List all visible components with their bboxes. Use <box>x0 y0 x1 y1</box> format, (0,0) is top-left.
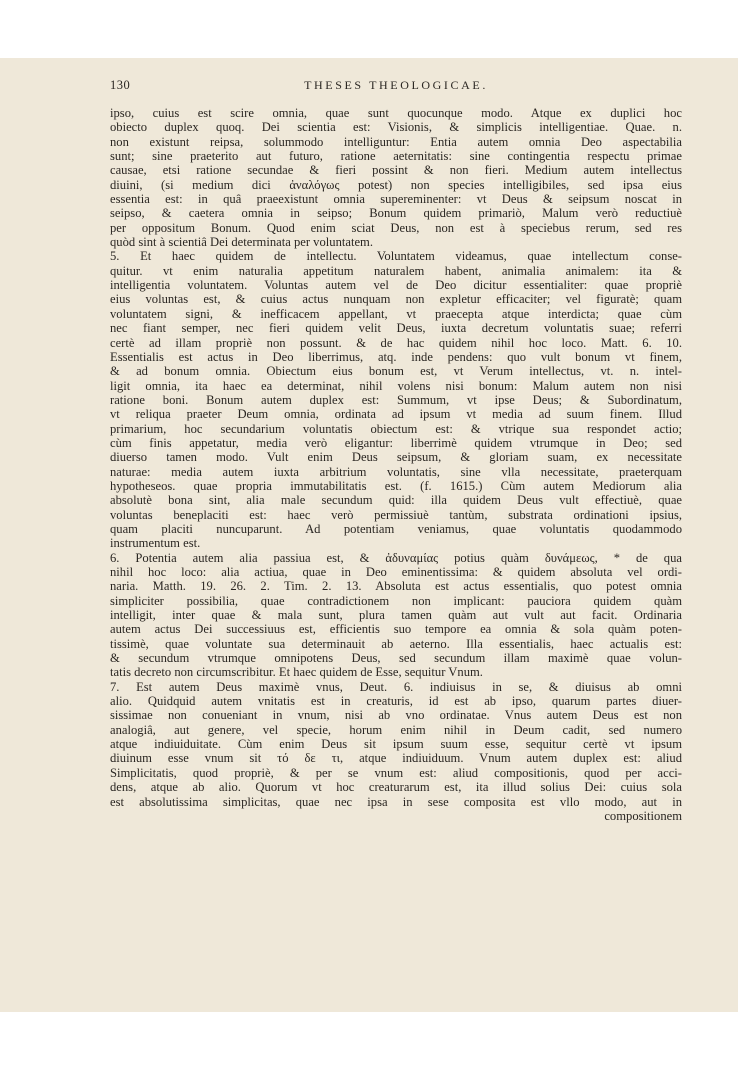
text-line: naturae: media autem iuxta arbitrium voluntatis, sine vlla necessitate, praeterquam <box>110 464 682 479</box>
text-line: dens, atque ab alio. Quorum vt hoc creaturarum est, ita illud solius Dei: cuius sola <box>110 780 682 795</box>
text-line: diuerso tamen modo. Vult enim Deus seipsum, & gloriam suam, ex necessitate <box>110 450 682 465</box>
text-line: sissimae non conueniant in vnum, nisi ab vno ordinatae. Vnus autem Deus est non <box>110 708 682 723</box>
text-line: diuinum esse vnum sit τό δε τι, atque indiuiduum. Vnum autem duplex est: aliud <box>110 751 682 766</box>
page-number: 130 <box>110 78 131 92</box>
running-title: THESES THEOLOGICAE. <box>304 78 488 92</box>
text-line: absolutè bona sint, alia male secundum quid: illa quidem Deus vult effectiuè, quae <box>110 493 682 508</box>
text-line: quitur. vt enim naturalia appetitum naturalem habent, animalia animalem: ita & <box>110 263 682 278</box>
text-line: quòd sint à scientiâ Dei determinata per voluntatem. <box>110 235 373 250</box>
text-line: eius voluntas est, & cuius actus nunquam non expletur efficaciter; vel figuratè; quam <box>110 292 682 307</box>
text-line: certè ad illam propriè non possunt. & de hac quidem nihil hoc loco. Matt. 6. 10. <box>110 335 682 350</box>
text-line: obiecto duplex quoq. Dei scientia est: Visionis, & simplicis intelligentiae. Quae. n. <box>110 120 682 135</box>
text-line: Simplicitatis, quod propriè, & per se vnum est: aliud compositionis, quod per acci- <box>110 765 682 780</box>
text-line: alio. Quidquid autem vnitatis est in creaturis, id est ab ipso, quarum partes diuer- <box>110 694 682 709</box>
text-line: causae, etsi ratione secundae & fieri possint & non fieri. Medium autem intellectus <box>110 163 682 178</box>
text-line: vt reliqua praeter Deum omnia, ordinata ad ipsum vt media ad suum finem. Illud <box>110 407 682 422</box>
text-line: Essentialis est actus in Deo liberrimus, atq. inde pendens: quo vult bonum vt finem, <box>110 349 682 364</box>
body-text <box>110 106 682 823</box>
text-line: quam placiti nuncuparunt. Ad potentiam veniamus, quae voluntatis quodammodo <box>110 521 682 536</box>
text-line: instrumentum est. <box>110 536 201 551</box>
text-line: ligit omnia, ita haec ea determinat, nihil volens nisi bonum: Malum autem non nisi <box>110 378 682 393</box>
text-line: voluntas beneplaciti est: haec verò permissiuè tantùm, substrata ordinationi ipsius, <box>110 507 682 522</box>
text-line: per oppositum Bonum. Quod enim sciat Deus, non est à speciebus rerum, sed res <box>110 220 682 235</box>
text-line: tissimè, quae voluntate sua determinauit ab aeterno. Illa essentialis, haec actualis est: <box>110 636 682 651</box>
text-line: tatis decreto non circumscribitur. Et haec quidem de Esse, sequitur Vnum. <box>110 665 483 680</box>
text-line: primarium, hoc secundarium voluntatis obiectum est: & vtrique sua respondet actio; <box>110 421 682 436</box>
text-line: diuini, (si medium dici ἀναλόγως potest) non species intelligibiles, sed ipsa eius <box>110 177 682 192</box>
text-line: ipso, cuius est scire omnia, quae sunt quocunque modo. Atque ex duplici hoc <box>110 106 682 120</box>
text-line: analogiâ, aut genere, vel specie, horum enim nihil in Deum cadit, sed numero <box>110 722 682 737</box>
text-line: 6. Potentia autem alia passiua est, & ἀδυναμίας potius quàm δυνάμεως, * de qua <box>110 550 682 565</box>
top-margin <box>0 0 738 58</box>
text-line: est absolutissima simplicitas, quae nec ipsa in sese composita est vllo modo, aut in <box>110 794 682 809</box>
catchword: compositionem <box>604 808 682 823</box>
text-line: simpliciter possibilia, quae contradictionem non implicant: pauciora quidem quàm <box>110 593 682 608</box>
text-line: & secundum vtrumque omnipotens Deus, sed secundum illam maximè quae volun- <box>110 651 682 666</box>
running-header <box>110 78 682 98</box>
text-line: ratione boni. Bonum autem duplex est: Summum, vt ipse Deus; & Subordinatum, <box>110 392 682 407</box>
text-line: intelligit, inter quae & mala sunt, plura tamen quàm aut vult aut facit. Ordinaria <box>110 608 682 623</box>
text-line: cùm finis appetatur, media verò eligantur: liberrimè quidem vtrumque in Deo; sed <box>110 435 682 450</box>
text-line: non existunt reipsa, solummodo intelliguntur: Entia autem omnia Deo aspectabilia <box>110 134 682 149</box>
book-page <box>0 58 738 1012</box>
text-line: 7. Est autem Deus maximè vnus, Deut. 6. indiuisus in se, & diuisus ab omni <box>110 679 682 694</box>
text-line: voluntatem signi, & inefficacem appellant, vt praecepta atque interdicta; quae cùm <box>110 306 682 321</box>
text-line: atque indiuiduitate. Cùm enim Deus sit ipsum suum esse, sequitur certè vt ipsum <box>110 737 682 752</box>
text-line: 5. Et haec quidem de intellectu. Voluntatem videamus, quae intellectum conse- <box>110 249 682 264</box>
bottom-margin <box>0 1012 738 1068</box>
text-line: autem actus Dei successiuus est, efficientis suo tempore ea omnia & sola quàm poten- <box>110 622 682 637</box>
text-line: sunt; sine praeterito aut futuro, ratione aeternitatis: sine contingentia respectu primae <box>110 149 682 164</box>
text-line: seipso, & caetera omnia in seipso; Bonum quidem primariò, Malum verò reductiuè <box>110 206 682 221</box>
text-line: nihil hoc loco: alia actiua, quae in Deo eminentissima: & quidem absoluta vel ordi- <box>110 565 682 579</box>
text-line: essentia est: in quâ praeexistunt omnia supereminenter: vt Deus & seipsum noscat in <box>110 192 682 207</box>
text-line: & ad bonum omnia. Obiectum eius bonum est, vt Verum intellectus, vt. n. intel- <box>110 364 682 379</box>
text-line: nec fiant semper, nec fieri quidem velit Deus, iuxta decretum voluntatis suae; referri <box>110 321 682 336</box>
text-line: intelligentia voluntatem. Voluntas autem vel de Deo dicitur essentialiter: quae propriè <box>110 278 682 293</box>
text-line: hypotheseos. quae propria immutabilitatis est. (f. 1615.) Cùm autem Mediorum alia <box>110 478 682 493</box>
text-line: naria. Matth. 19. 26. 2. Tim. 2. 13. Absoluta est actus essentialis, quo potest omnia <box>110 579 682 594</box>
